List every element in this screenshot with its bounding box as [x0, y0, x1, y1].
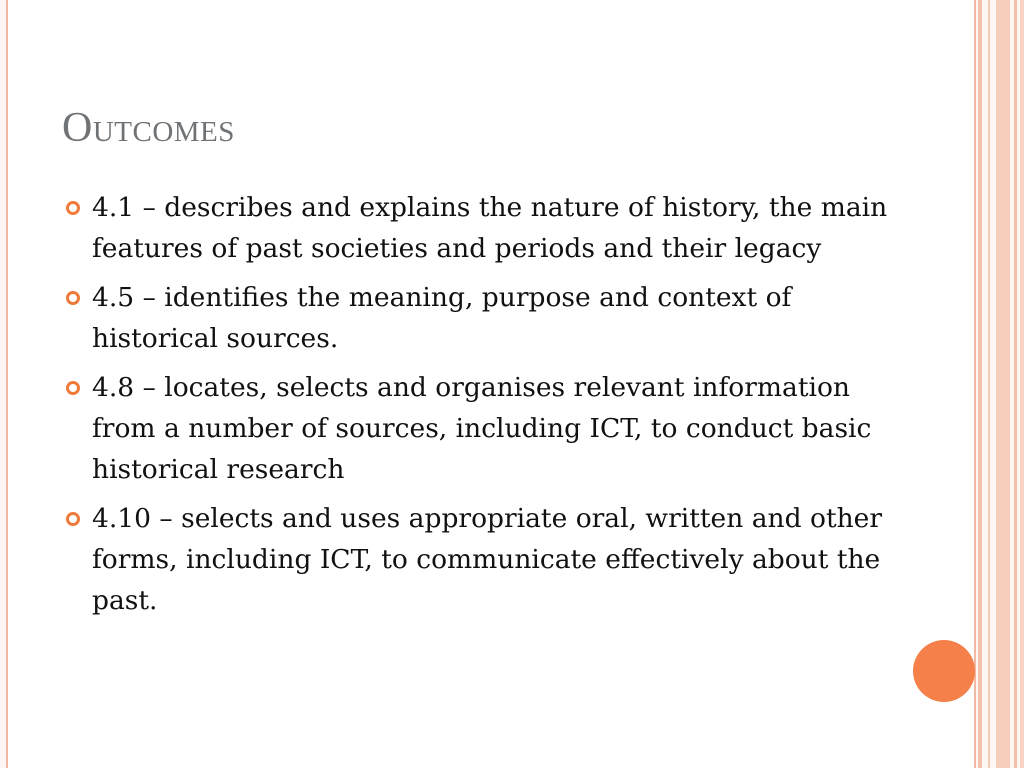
decorative-stripes	[978, 0, 1024, 768]
bullet-ring-icon	[66, 201, 80, 215]
list-item	[62, 277, 892, 359]
stripe	[978, 0, 982, 768]
bullet-ring-icon	[66, 381, 80, 395]
list-item-text: 4.1 – describes and explains the nature of history, the main features of past societies and periods and their legacy	[92, 192, 888, 264]
bullet-ring-icon	[66, 512, 80, 526]
stripe	[1014, 0, 1017, 768]
list-item	[62, 498, 892, 621]
list-item-text: 4.10 – selects and uses appropriate oral, written and other forms, including ICT, to communicate effectively about the past.	[92, 503, 883, 616]
list-item	[62, 187, 892, 269]
list-item-text: 4.8 – locates, selects and organises relevant information from a number of sources, including ICT, to conduct basic historical research	[92, 372, 872, 485]
slide-title: Outcomes	[62, 105, 235, 151]
stripe	[996, 0, 1010, 768]
list-item-text: 4.5 – identifies the meaning, purpose and context of historical sources.	[92, 282, 792, 354]
decorative-circle	[913, 640, 975, 702]
outcomes-list	[62, 187, 892, 629]
stripe	[988, 0, 990, 768]
list-item	[62, 367, 892, 490]
bullet-ring-icon	[66, 291, 80, 305]
stripe	[1020, 0, 1024, 768]
